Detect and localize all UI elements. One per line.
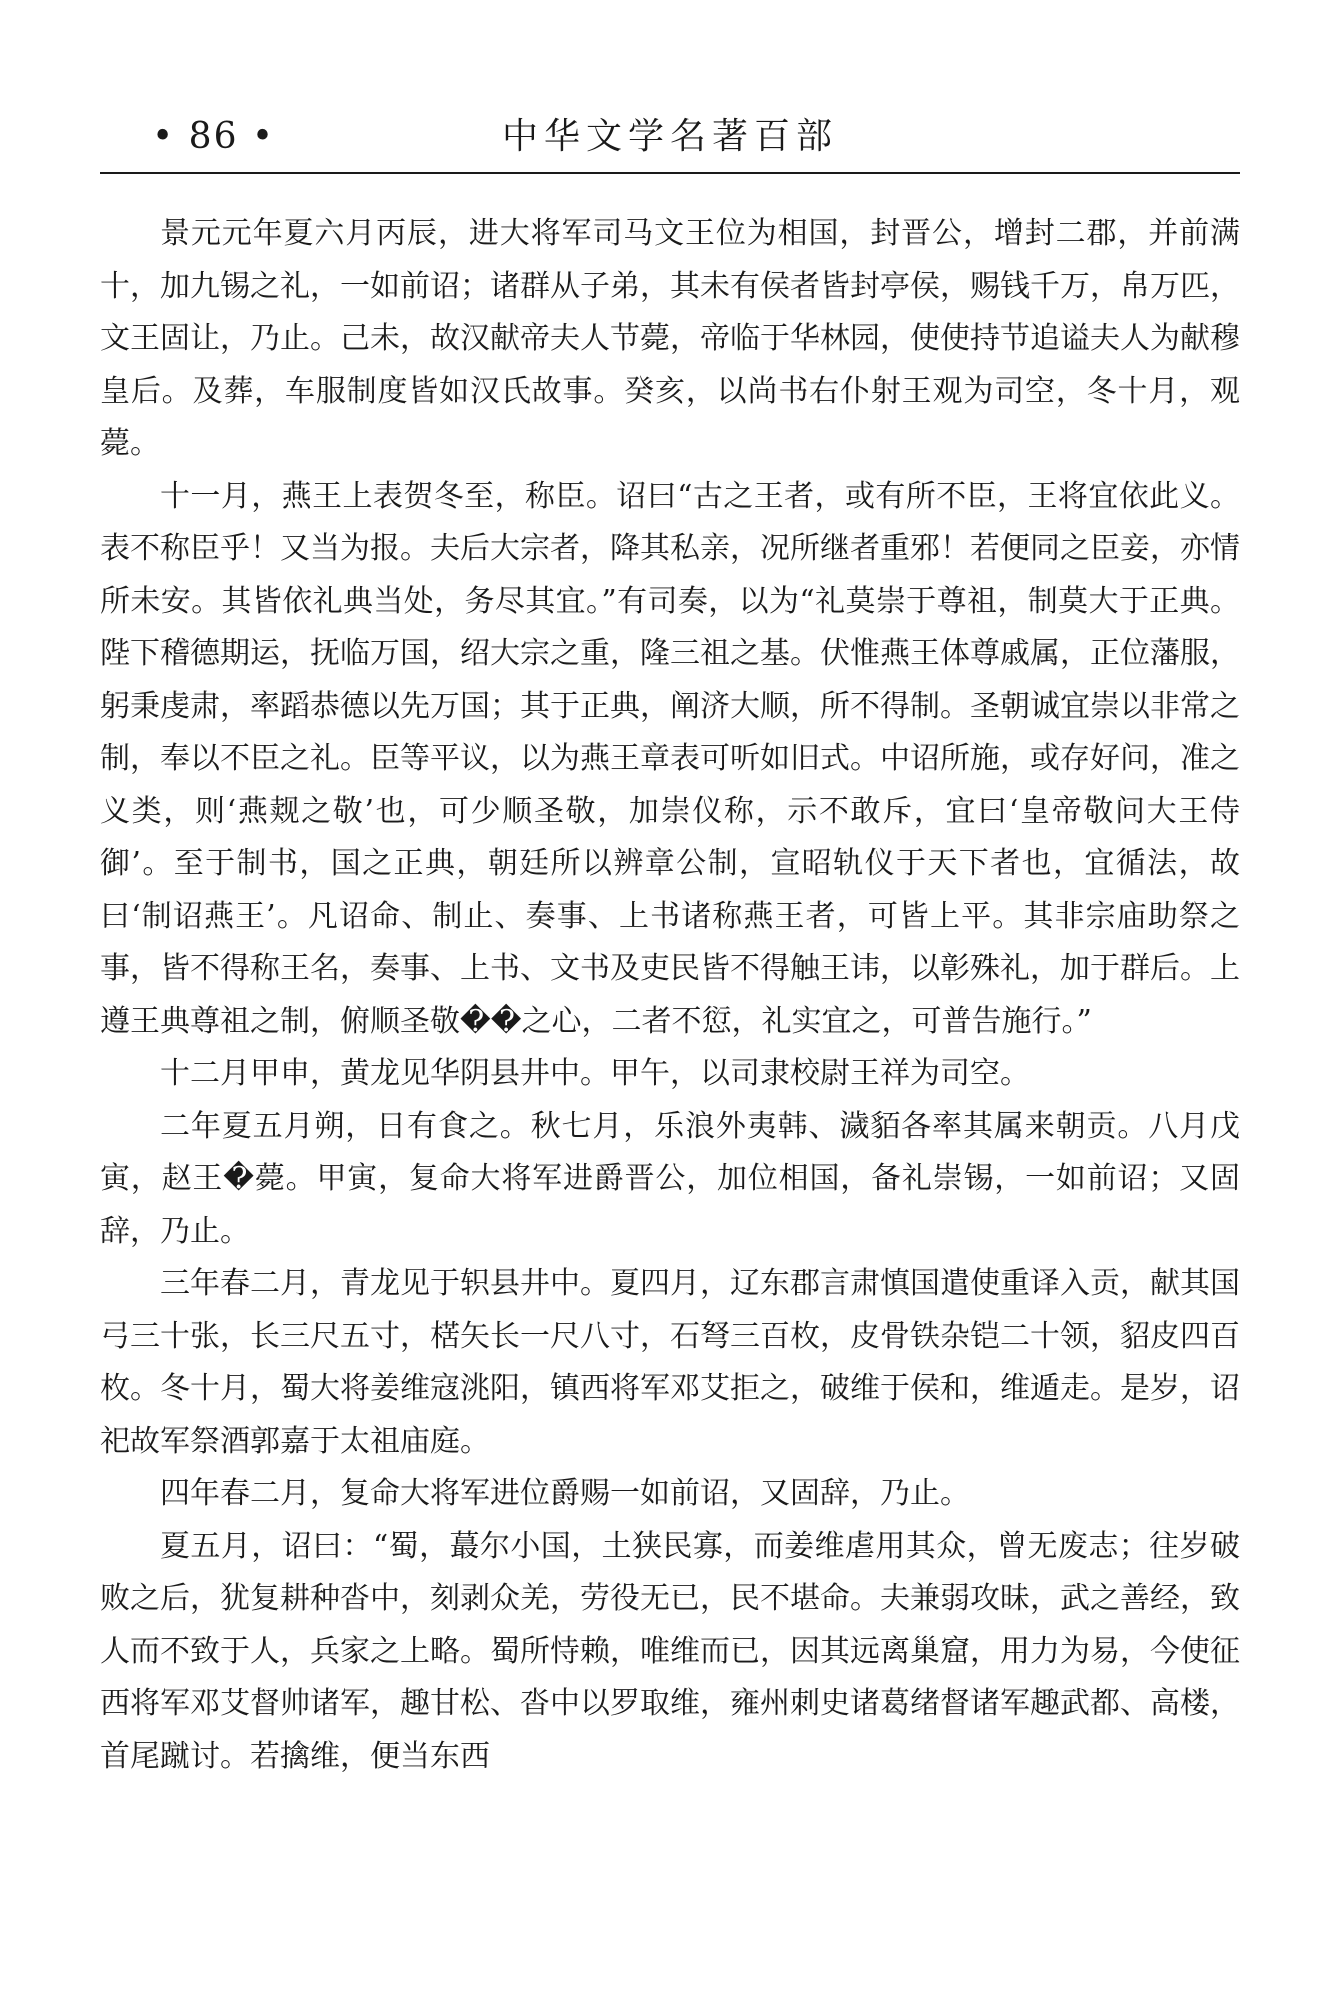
paragraph: 景元元年夏六月丙辰，进大将军司马文王位为相国，封晋公，增封二郡，并前满十，加九锡之礼，一如前诏；诸群从子弟，其未有侯者皆封亭侯，赐钱千万，帛万匹，文王固让，乃止。己未，故汉献帝夫人节薨，帝临于华林园，使使持节追谥夫人为献穆皇后。及葬，车服制度皆如汉氏故事。癸亥，以尚书右仆射王观为司空，冬十月，观薨。 [100,216,1240,461]
paragraph: 夏五月，诏曰：“蜀，蕞尔小国，土狭民寡，而姜维虐用其众，曾无废志；往岁破败之后，犹复耕种沓中，刻剥众羌，劳役无已，民不堪命。夫兼弱攻昧，武之善经，致人而不致于人，兵家之上略。蜀所恃赖，唯维而已，因其远离巢窟，用力为易，今使征西将军邓艾督帅诸军，趣甘松、沓中以罗取维，雍州刺史诸葛绪督诸军趣武都、高楼，首尾蹴讨。若擒维，便当东西 [100,1528,1240,1774]
running-title: 中华文学名著百部 [501,116,838,157]
body-text [100,208,1240,1783]
page-header [100,112,1240,172]
paragraph: 三年春二月，青龙见于轵县井中。夏四月，辽东郡言肃慎国遣使重译入贡，献其国弓三十张，长三尺五寸，楛矢长一尺八寸，石弩三百枚，皮骨铁杂铠二十领，貂皮四百枚。冬十月，蜀大将姜维寇洮阳，镇西将军邓艾拒之，破维于侯和，维遁走。是岁，诏祀故军祭酒郭嘉于太祖庙庭。 [100,1266,1240,1459]
paragraph: 四年春二月，复命大将军进位爵赐一如前诏，又固辞，乃止。 [160,1476,970,1511]
paragraph: 十二月甲申，黄龙见华阴县井中。甲午，以司隶校尉王祥为司空。 [160,1056,1030,1091]
paragraph: 十一月，燕王上表贺冬至，称臣。诏曰“古之王者，或有所不臣，王将宜依此义。表不称臣乎！又当为报。夫后大宗者，降其私亲，况所继者重邪！若便同之臣妾，亦情所未安。其皆依礼典当处，务尽其宜。”有司奏，以为“礼莫崇于尊祖，制莫大于正典。陛下稽德期运，抚临万国，绍大宗之重，隆三祖之基。伏惟燕王体尊戚属，正位藩服，躬秉虔肃，率蹈恭德以先万国；其于正典，阐济大顺，所不得制。圣朝诚宜崇以非常之制，奉以不臣之礼。臣等平议，以为燕王章表可听如旧式。中诏所施，或存好问，准之义类，则‘燕觌之敬’也，可少顺圣敬，加崇仪称，示不敢斥，宜曰‘皇帝敬问大王侍御’。至于制书，国之正典，朝廷所以辨章公制，宣昭轨仪于天下者也，宜循法，故曰‘制诏燕王’。凡诏命、制止、奏事、上书诸称燕王者，可皆上平。其非宗庙助祭之事，皆不得称王名，奏事、上书、文书及吏民皆不得触王讳，以彰殊礼，加于群后。上遵王典尊祖之制，俯顺圣敬��之心，二者不愆，礼实宜之，可普告施行。” [100,478,1240,1039]
paragraph: 二年夏五月朔，日有食之。秋七月，乐浪外夷韩、濊貊各率其属来朝贡。八月戊寅，赵王�薨。甲寅，复命大将军进爵晋公，加位相国，备礼崇锡，一如前诏；又固辞，乃止。 [100,1108,1240,1249]
page-number: • 86 • [152,116,276,157]
header-rule [100,172,1240,174]
